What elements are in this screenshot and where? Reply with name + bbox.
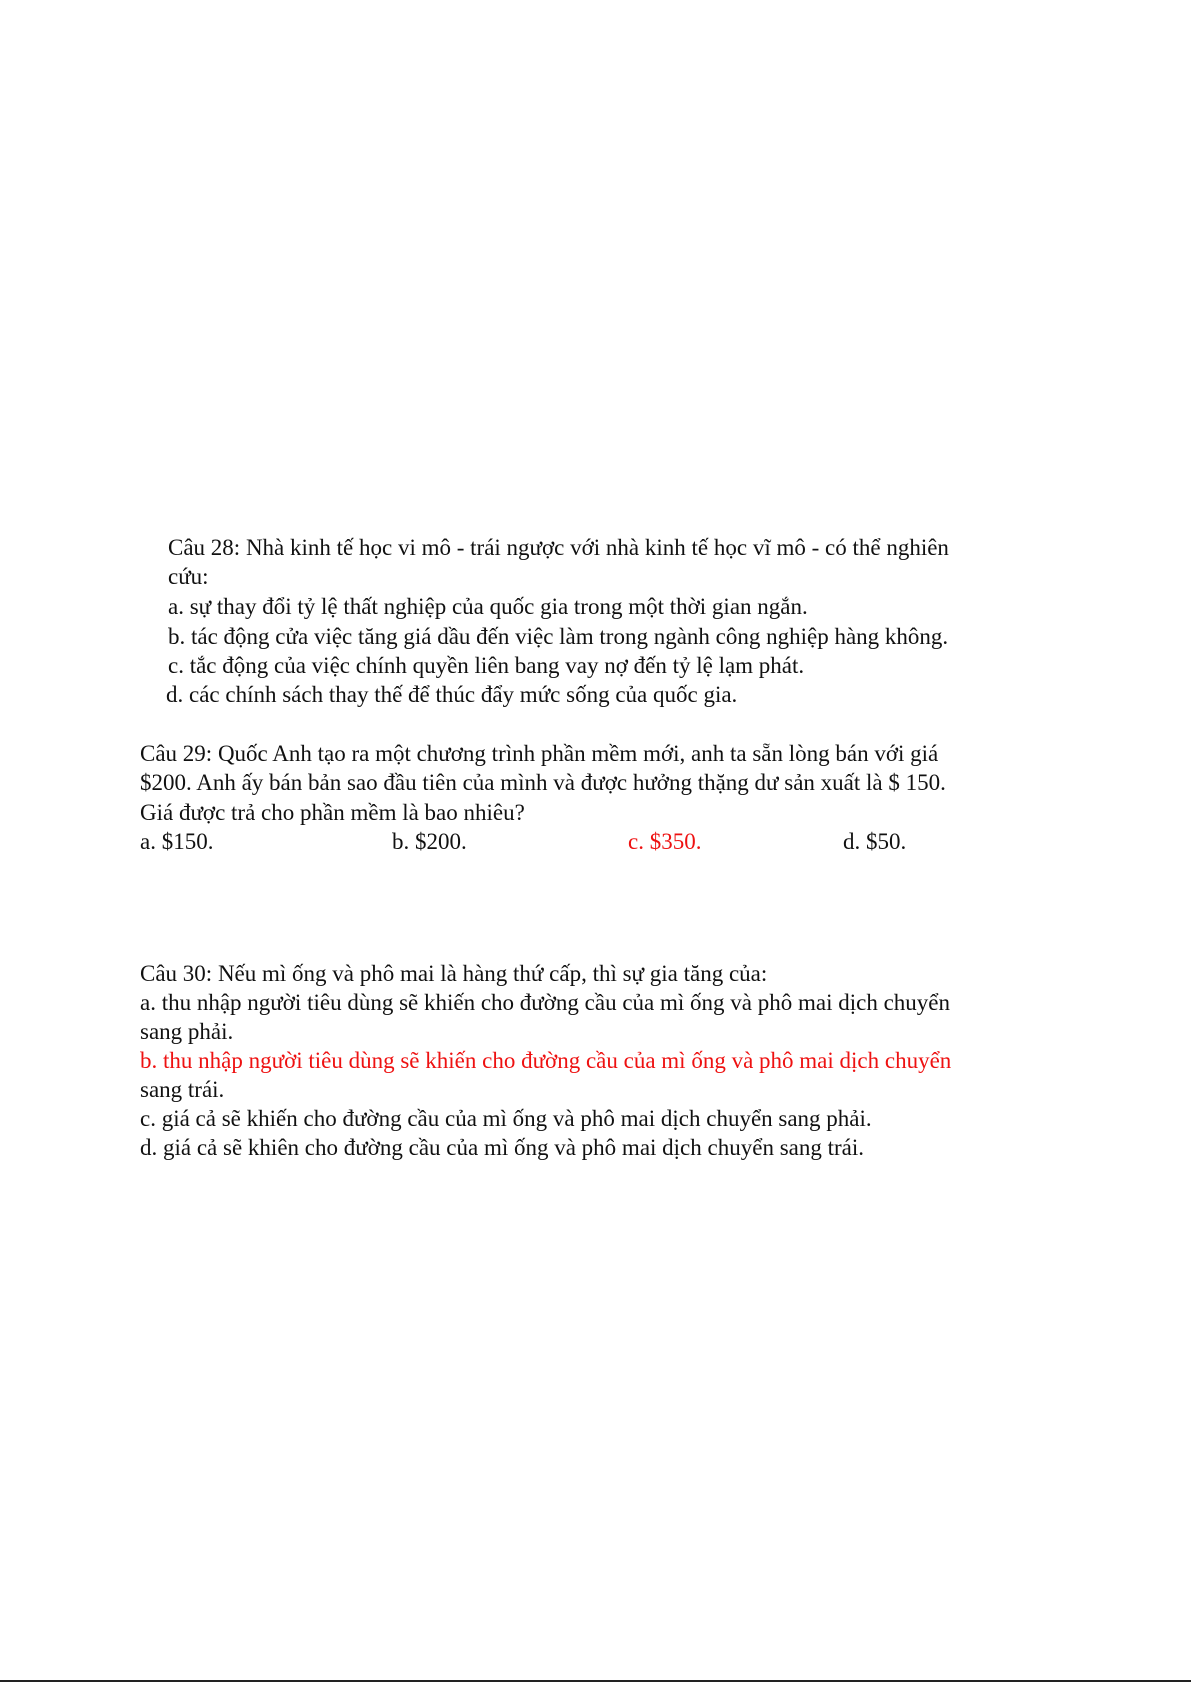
q29-option-b: b. $200. (392, 829, 467, 854)
q30-stem: Câu 30: Nếu mì ống và phô mai là hàng thứ cấp, thì sự gia tăng của: (140, 961, 768, 986)
q29-option-d: d. $50. (843, 829, 907, 854)
q29-option-a: a. $150. (140, 829, 214, 854)
q30-option-b-answer-line-1: b. thu nhập người tiêu dùng sẽ khiến cho đường cầu của mì ống và phô mai dịch chuyển (140, 1048, 952, 1073)
q28-option-d: d. các chính sách thay thế để thúc đẩy mức sống của quốc gia. (166, 682, 738, 707)
q28-stem-line-2: cứu: (168, 564, 209, 589)
q29-stem-line-1: Câu 29: Quốc Anh tạo ra một chương trình phần mềm mới, anh ta sẵn lòng bán với giá (140, 741, 939, 766)
q30-option-a-line-1: a. thu nhập người tiêu dùng sẽ khiến cho đường cầu của mì ống và phô mai dịch chuyển (140, 990, 950, 1015)
page-bottom-divider (0, 1680, 1191, 1682)
q30-option-d: d. giá cả sẽ khiên cho đường cầu của mì ống và phô mai dịch chuyển sang trái. (140, 1135, 864, 1160)
q30-option-c: c. giá cả sẽ khiến cho đường cầu của mì ống và phô mai dịch chuyển sang phải. (140, 1106, 872, 1131)
q29-stem-line-3: Giá được trả cho phần mềm là bao nhiêu? (140, 800, 525, 825)
q28-option-c: c. tắc động của việc chính quyền liên bang vay nợ đến tỷ lệ lạm phát. (168, 653, 805, 678)
q28-stem-line-1: Câu 28: Nhà kinh tế học vi mô - trái ngược với nhà kinh tế học vĩ mô - có thể nghiên (168, 535, 949, 560)
q28-option-a: a. sự thay đổi tỷ lệ thất nghiệp của quốc gia trong một thời gian ngắn. (168, 594, 808, 619)
q29-option-c-answer: c. $350. (628, 829, 702, 854)
q30-option-b-line-2: sang trái. (140, 1077, 225, 1102)
q30-option-a-line-2: sang phải. (140, 1019, 234, 1044)
q28-option-b: b. tác động cửa việc tăng giá dầu đến việc làm trong ngành công nghiệp hàng không. (168, 624, 949, 649)
q29-stem-line-2: $200. Anh ấy bán bản sao đầu tiên của mình và được hưởng thặng dư sản xuất là $ 150. (140, 770, 946, 795)
